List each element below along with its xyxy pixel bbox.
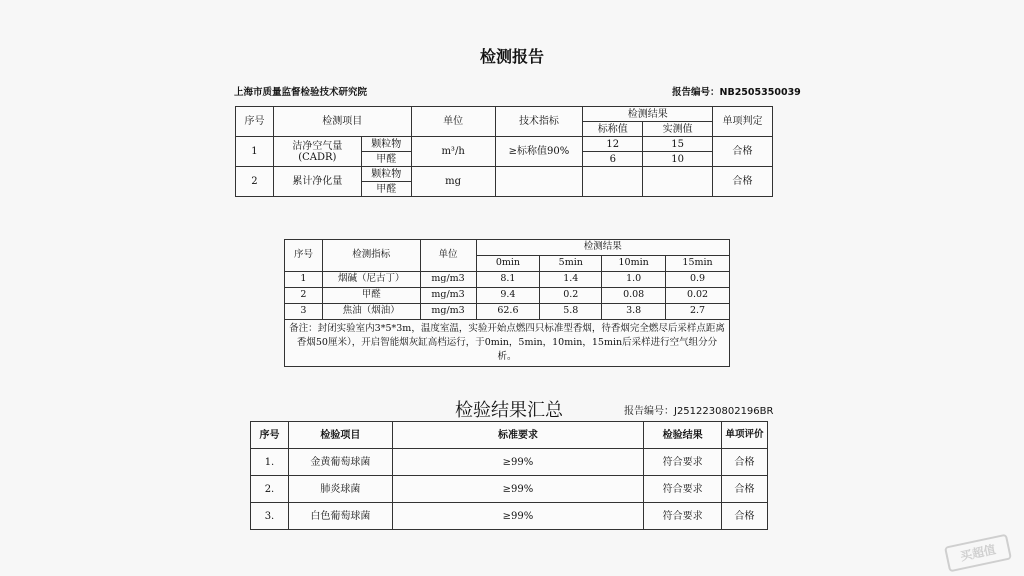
summary-title: 检验结果汇总 (455, 400, 563, 421)
report-number: 报告编号：NB2505350039 (672, 87, 801, 98)
value-10min: 1.0 (602, 272, 666, 288)
col-item: 检测项目 (273, 107, 411, 137)
watermark-logo: 买超值 (944, 534, 1012, 573)
row-seq: 1. (251, 449, 289, 476)
col-nominal: 标称值 (583, 122, 643, 137)
sub-item: 甲醛 (361, 182, 411, 197)
institute-name: 上海市质量监督检验技术研究院 (234, 87, 368, 98)
row-item: 白色葡萄球菌 (288, 503, 392, 530)
value-0min: 8.1 (476, 272, 540, 288)
row-index: 烟碱（尼古丁） (322, 272, 420, 288)
row-unit: mg/m3 (420, 272, 476, 288)
table-row (285, 272, 730, 288)
value-5min: 1.4 (540, 272, 602, 288)
table-row (251, 476, 768, 503)
col-15min: 15min (666, 256, 730, 272)
row-unit: mg/m3 (420, 288, 476, 304)
row-seq: 3. (251, 503, 289, 530)
col-seq: 序号 (251, 422, 289, 449)
col-0min: 0min (476, 256, 540, 272)
col-item: 检验项目 (288, 422, 392, 449)
sub-item: 甲醛 (361, 152, 411, 167)
row-result: 符合要求 (644, 476, 722, 503)
col-eval: 单项评价 (722, 422, 768, 449)
value-15min: 2.7 (666, 304, 730, 320)
row-eval: 合格 (722, 476, 768, 503)
value-0min: 62.6 (476, 304, 540, 320)
row-seq: 1 (236, 137, 274, 167)
table-row (285, 288, 730, 304)
value-0min: 9.4 (476, 288, 540, 304)
value-15min: 0.02 (666, 288, 730, 304)
sub-item: 颗粒物 (361, 167, 411, 182)
value-10min: 0.08 (602, 288, 666, 304)
value-5min: 5.8 (540, 304, 602, 320)
nominal-value (583, 167, 643, 197)
row-requirement: ≥99% (392, 449, 644, 476)
row-seq: 1 (285, 272, 323, 288)
row-item: 肺炎球菌 (288, 476, 392, 503)
col-unit: 单位 (411, 107, 495, 137)
row-requirement: ≥99% (392, 476, 644, 503)
value-15min: 0.9 (666, 272, 730, 288)
row-judgement: 合格 (713, 137, 773, 167)
table-row (251, 449, 768, 476)
row-unit: m³/h (411, 137, 495, 167)
row-index: 甲醛 (322, 288, 420, 304)
row-item: 洁净空气量(CADR) (273, 137, 361, 167)
measured-value: 15 (643, 137, 713, 152)
col-10min: 10min (602, 256, 666, 272)
row-item: 金黄葡萄球菌 (288, 449, 392, 476)
nominal-value: 12 (583, 137, 643, 152)
table-row (251, 503, 768, 530)
col-seq: 序号 (285, 240, 323, 272)
summary-table (250, 421, 768, 530)
col-result: 检验结果 (644, 422, 722, 449)
row-requirement: ≥99% (392, 503, 644, 530)
col-result: 检测结果 (476, 240, 730, 256)
col-unit: 单位 (420, 240, 476, 272)
sub-item: 颗粒物 (361, 137, 411, 152)
row-seq: 2 (236, 167, 274, 197)
row-result: 符合要求 (644, 503, 722, 530)
row-eval: 合格 (722, 503, 768, 530)
row-seq: 2 (285, 288, 323, 304)
col-index: 检测指标 (322, 240, 420, 272)
measured-value: 10 (643, 152, 713, 167)
col-result: 检测结果 (583, 107, 713, 122)
nominal-value: 6 (583, 152, 643, 167)
summary-report-number: 报告编号：J2512230802196BR (624, 406, 774, 417)
row-unit: mg/m3 (420, 304, 476, 320)
row-seq: 2. (251, 476, 289, 503)
row-unit: mg (411, 167, 495, 197)
row-seq: 3 (285, 304, 323, 320)
row-result: 符合要求 (644, 449, 722, 476)
col-judgement: 单项判定 (713, 107, 773, 137)
measured-value (643, 167, 713, 197)
row-eval: 合格 (722, 449, 768, 476)
row-judgement: 合格 (713, 167, 773, 197)
col-seq: 序号 (236, 107, 274, 137)
report2-table (284, 239, 730, 367)
report1-table (235, 106, 773, 197)
col-spec: 技术指标 (495, 107, 583, 137)
col-5min: 5min (540, 256, 602, 272)
table-row (285, 304, 730, 320)
row-index: 焦油（烟油） (322, 304, 420, 320)
row-spec (495, 167, 583, 197)
row-spec: ≥标称值90% (495, 137, 583, 167)
col-requirement: 标准要求 (392, 422, 644, 449)
report-title: 检测报告 (479, 47, 544, 66)
experiment-note: 备注：封闭实验室内3*5*3m，温度室温，实验开始点燃四只标准型香烟，待香烟完全燃尽后采样点距离香烟50厘米），开启智能烟灰缸高档运行，于0min，5min，10min，15min后采样进行空气组分分析。 (285, 320, 730, 367)
value-5min: 0.2 (540, 288, 602, 304)
row-item: 累计净化量 (273, 167, 361, 197)
col-measured: 实测值 (643, 122, 713, 137)
value-10min: 3.8 (602, 304, 666, 320)
